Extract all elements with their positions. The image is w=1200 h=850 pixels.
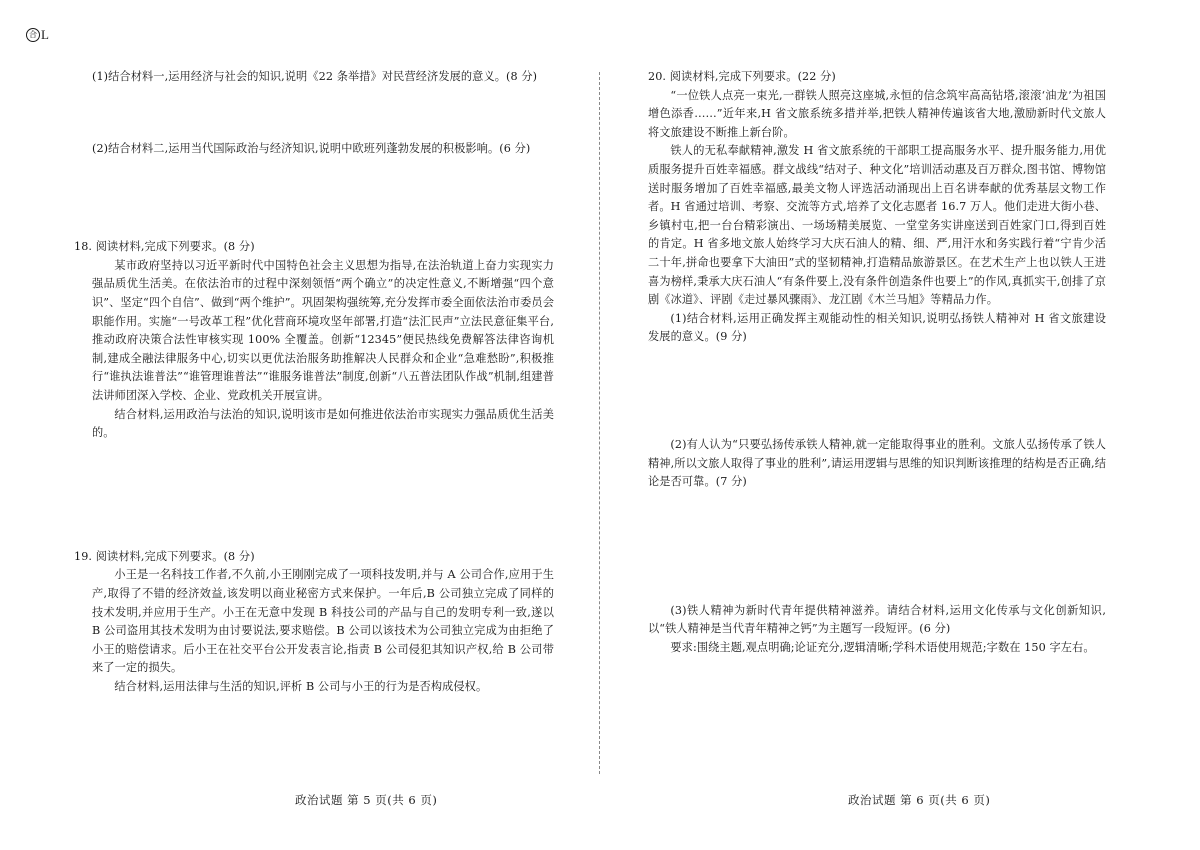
question-19-material: 小王是一名科技工作者,不久前,小王刚刚完成了一项科技发明,并与 A 公司合作,应用于生产,取得了不错的经济效益,该发明以商业秘密方式来保护。一年后,B 公司独立完成了同样的技术发明,并应用于生产。小王在无意中发现 B 科技公司的产品与自己的发明专利一致,遂以 B 公司盗用其技术发明为由讨要说法,要求赔偿。B 公司以该技术为公司独立完成为由拒绝了小王的赔偿请求。后小王在社交平台公开发表言论,指责 B 公司侵犯其知识产权,给 B 公司带来了一定的损失。 bbox=[92, 568, 554, 675]
question-18-title: 18. 阅读材料,完成下列要求。(8 分) bbox=[74, 240, 255, 254]
answer-space bbox=[648, 492, 1106, 602]
question-19-title: 19. 阅读材料,完成下列要求。(8 分) bbox=[74, 549, 255, 563]
page-fold-divider bbox=[599, 72, 600, 774]
question-20-part-3: (3)铁人精神为新时代青年提供精神滋养。请结合材料,运用文化传承与文化创新知识,以“铁人精神是当代青年精神之钙”为主题写一段短评。(6 分) bbox=[648, 603, 1106, 636]
circled-char: 合 bbox=[26, 28, 40, 42]
answer-space bbox=[92, 87, 554, 140]
answer-space bbox=[648, 347, 1106, 436]
question-20-material-2: 铁人的无私奉献精神,激发 H 省文旅系统的干部职工提高服务水平、提升服务能力,用优质服务提升百姓幸福感。群文战线“结对子、种文化”培训活动惠及百万群众,图书馆、博物馆送时服务增加了百姓幸福感,最美文物人评选活动涌现出上百名讲奉献的优秀基层文物工作者。H 省通过培训、考察、交流等方式,培养了文化志愿者 16.7 万人。他们走进大街小巷、乡镇村屯,把一台台精彩演出、一场场精美展览、一堂堂务实讲座送到百姓家门口,得到百姓的肯定。H 省多地文旅人始终学习大庆石油人的精、细、严,用汗水和务实践行着“宁肯少活二十年,拼命也要拿下大油田”式的坚韧精神,打造精品旅游景区。在艺术生产上也以铁人王进喜为榜样,秉承大庆石油人“有条件要上,没有条件创造条件也要上”的作风,真抓实干,创排了京剧《冰道》、评剧《走过暴风骤雨》、龙江剧《木兰马旭》等精品力作。 bbox=[648, 144, 1106, 307]
question-20-material-1: “一位铁人点亮一束光,一群铁人照亮这座城,永恒的信念筑牢高高钻塔,滚滚‘油龙’为祖国增色添香……”近年来,H 省文旅系统多措并举,把铁人精神传遍该省大地,激励新时代文旅人将文旅建设不断推上新台阶。 bbox=[648, 88, 1106, 139]
question-18-material: 某市政府坚持以习近平新时代中国特色社会主义思想为指导,在法治轨道上奋力实现实力强品质优生活美。在依法治市的过程中深刻领悟“两个确立”的决定性意义,不断增强“四个意识”、坚定“四个自信”、做到“两个维护”。巩固架构强统筹,充分发挥市委全面依法治市委员会职能作用。实施“一号改革工程”优化营商环境攻坚年部署,打造“法汇民声”立法民意征集平台,推动政府决策合法性审核实现 100% 全覆盖。创新“12345”便民热线免费解答法律咨询机制,建成全融法律服务中心,切实以更优法治服务助推解决人民群众和企业“急难愁盼”,积极推行“谁执法谁普法”“谁管理谁普法”“谁服务谁普法”制度,创新“八五普法团队作战”机制,组建普法讲师团深入学校、企业、党政机关开展宣讲。 bbox=[92, 258, 554, 402]
page-corner-mark bbox=[26, 27, 49, 43]
answer-space bbox=[92, 443, 554, 548]
page-corner-letter: L bbox=[41, 27, 49, 42]
question-18-prompt: 结合材料,运用政治与法治的知识,说明该市是如何推进依法治市实现实力强品质优生活美的。 bbox=[92, 407, 554, 440]
left-page-column bbox=[74, 68, 554, 696]
question-17-part-1: (1)结合材料一,运用经济与社会的知识,说明《22 条举措》对民营经济发展的意义。(8 分) bbox=[92, 70, 538, 83]
right-page-column bbox=[648, 68, 1106, 657]
question-19-prompt: 结合材料,运用法律与生活的知识,评析 B 公司与小王的行为是否构成侵权。 bbox=[114, 679, 488, 693]
question-20-part-2: (2)有人认为“只要弘扬传承铁人精神,就一定能取得事业的胜利。文旅人弘扬传承了铁人精神,所以文旅人取得了事业的胜利”,请运用逻辑与思维的知识判断该推理的结构是否正确,结论是否可靠。(7 分) bbox=[648, 437, 1106, 489]
question-20-part-3-requirements: 要求:围绕主题,观点明确;论证充分,逻辑清晰;学科术语使用规范;字数在 150 字左右。 bbox=[670, 640, 1095, 654]
question-20-part-1: (1)结合材料,运用正确发挥主观能动性的相关知识,说明弘扬铁人精神对 H 省文旅建设发展的意义。(9 分) bbox=[648, 311, 1106, 344]
question-17-part-2: (2)结合材料二,运用当代国际政治与经济知识,说明中欧班列蓬勃发展的积极影响。(6 分) bbox=[92, 141, 531, 155]
answer-space bbox=[92, 158, 554, 238]
right-page-footer: 政治试题 第 6 页(共 6 页) bbox=[848, 793, 991, 807]
question-20-title: 20. 阅读材料,完成下列要求。(22 分) bbox=[648, 70, 836, 83]
left-page-footer: 政治试题 第 5 页(共 6 页) bbox=[295, 793, 438, 807]
